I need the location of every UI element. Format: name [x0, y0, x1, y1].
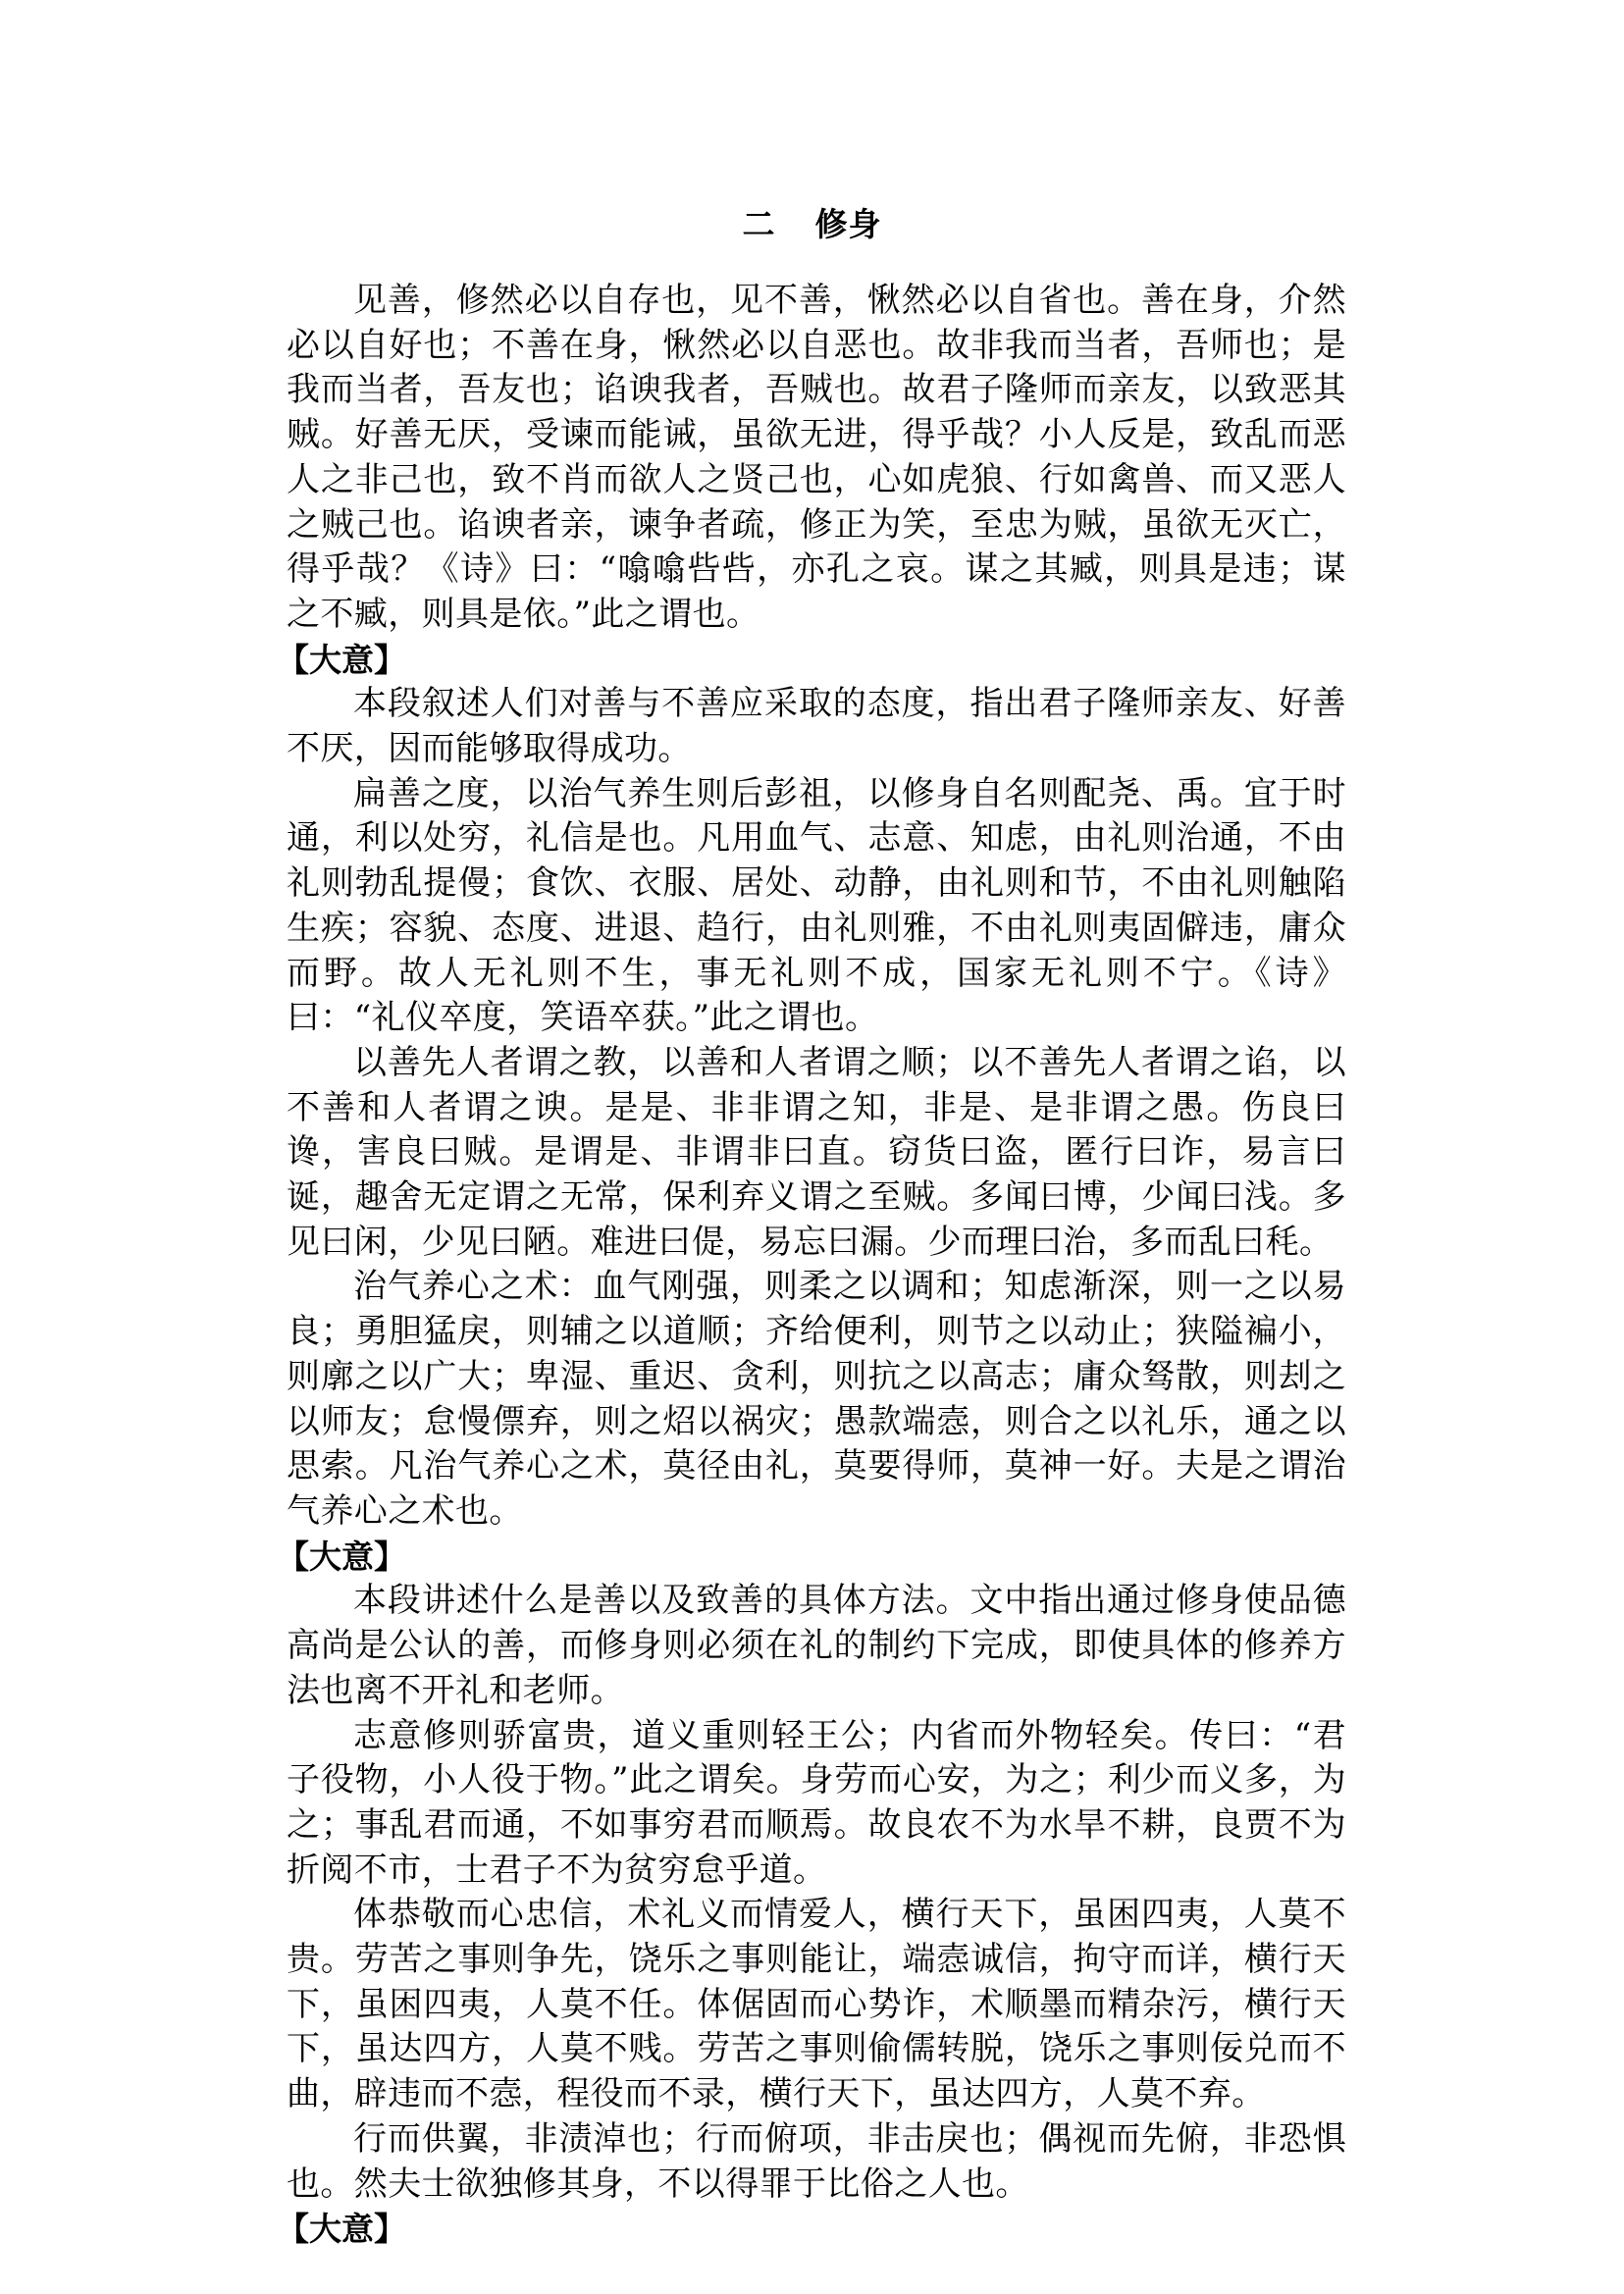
paragraph: 以善先人者谓之教，以善和人者谓之顺；以不善先人者谓之谄，以不善和人者谓之谀。是是、非非谓之知，非是、是非谓之愚。伤良曰谗，害良曰贼。是谓是、非谓非曰直。窃货曰盗，匿行曰诈，易言曰诞，趣舍无定谓之无常，保利弃义谓之至贼。多闻曰博，少闻曰浅。多见曰闲，少见曰陋。难进曰偍，易忘曰漏。少而理曰治，多而乱曰秏。	[287, 1042, 1346, 1262]
paragraph: 治气养心之术：血气刚强，则柔之以调和；知虑渐深，则一之以易良；勇胆猛戾，则辅之以道顺；齐给便利，则节之以动止；狭隘褊小，则廓之以广大；卑湿、重迟、贪利，则抗之以高志；庸众驽散，则刦之以师友；怠慢僄弃，则之炤以祸灾；愚款端悫，则合之以礼乐，通之以思索。凡治气养心之术，莫径由礼，莫要得师，莫神一好。夫是之谓治气养心之术也。	[287, 1267, 1346, 1531]
paragraph: 扁善之度，以治气养生则后彭祖，以修身自名则配尧、禹。宜于时通，利以处穷，礼信是也。凡用血气、志意、知虑，由礼则治通，不由礼则勃乱提僈；食饮、衣服、居处、动静，由礼则和节，不由礼则触陷生疾；容貌、态度、进退、趋行，由礼则雅，不由礼则夷固僻违，庸众而野。故人无礼则不生，事无礼则不成，国家无礼则不宁。《诗》曰：“礼仪卒度，笑语卒获。”此之谓也。	[287, 773, 1346, 1038]
section-heading: 【大意】	[277, 640, 406, 679]
chapter-title-text: 修身	[814, 205, 882, 243]
section-heading: 【大意】	[277, 2210, 406, 2249]
paragraph: 行而供翼，非渍淖也；行而俯项，非击戾也；偶视而先俯，非恐惧也。然夫士欲独修其身，不以得罪于比俗之人也。	[287, 2118, 1346, 2204]
paragraph: 志意修则骄富贵，道义重则轻王公；内省而外物轻矣。传曰：“君子役物，小人役于物。”此之谓矣。身劳而心安，为之；利少而义多，为之；事乱君而通，不如事穷君而顺焉。故良农不为水旱不耕，良贾不为折阅不市，士君子不为贫穷怠乎道。	[287, 1715, 1346, 1890]
paragraph: 体恭敬而心忠信，术礼义而情爱人，横行天下，虽困四夷，人莫不贵。劳苦之事则争先，饶乐之事则能让，端悫诚信，拘守而详，横行天下，虽困四夷，人莫不任。体倨固而心势诈，术顺墨而精杂污，横行天下，虽达四方，人莫不贱。劳苦之事则偷儒转脱，饶乐之事则佞兑而不曲，辟违而不悫，程役而不录，横行天下，虽达四方，人莫不弃。	[287, 1895, 1346, 2114]
paragraph: 本段叙述人们对善与不善应采取的态度，指出君子隆师亲友、好善不厌，因而能够取得成功。	[287, 684, 1346, 769]
chapter-title	[0, 200, 1624, 249]
paragraph: 见善，修然必以自存也，见不善，愀然必以自省也。善在身，介然必以自好也；不善在身，愀然必以自恶也。故非我而当者，吾师也；是我而当者，吾友也；谄谀我者，吾贼也。故君子隆师而亲友，以致恶其贼。好善无厌，受谏而能诫，虽欲无进，得乎哉？小人反是，致乱而恶人之非己也，致不肖而欲人之贤己也，心如虎狼、行如禽兽、而又恶人之贼己也。谄谀者亲，谏争者疏，修正为笑，至忠为贼，虽欲无灭亡，得乎哉？《诗》曰：“噏噏呰呰，亦孔之哀。谋之其臧，则具是违；谋之不臧，则具是依。”此之谓也。	[287, 281, 1346, 634]
section-heading: 【大意】	[277, 1537, 406, 1576]
paragraph: 本段讲述什么是善以及致善的具体方法。文中指出通过修身使品德高尚是公认的善，而修身则必须在礼的制约下完成，即使具体的修养方法也离不开礼和老师。	[287, 1581, 1346, 1710]
chapter-number: 二	[742, 205, 776, 243]
document-body	[277, 279, 1346, 2252]
